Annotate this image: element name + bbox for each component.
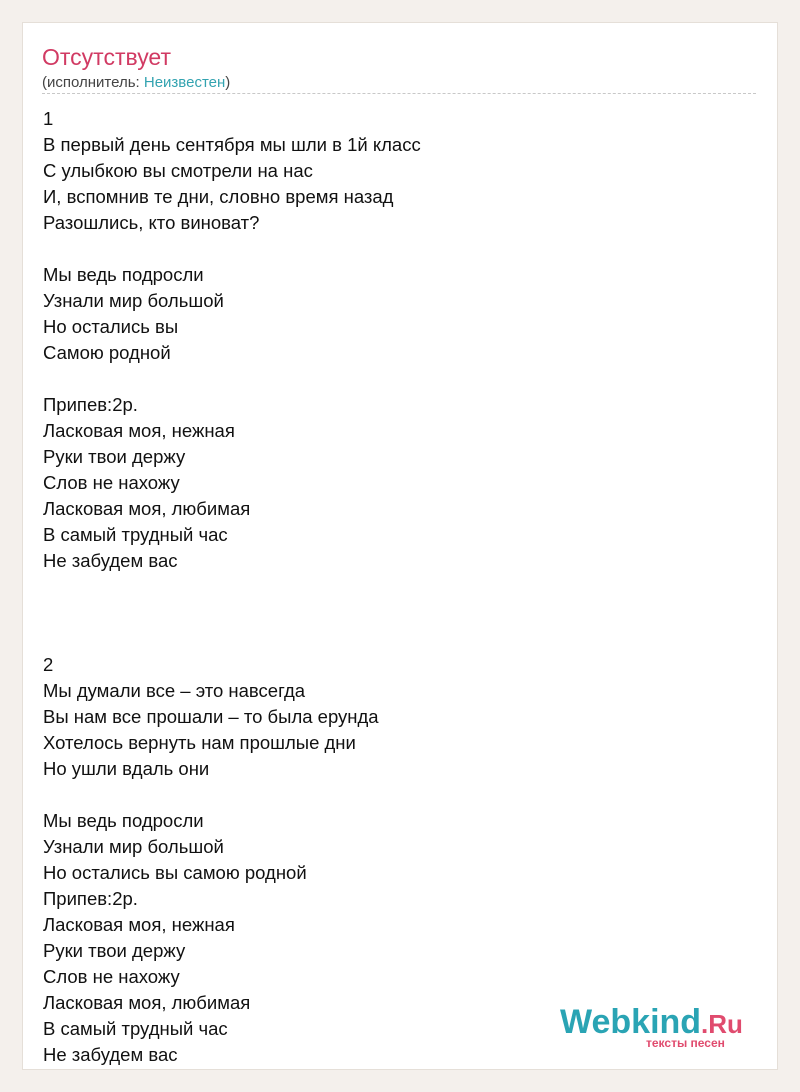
lyric-line [43,782,421,808]
lyric-line [43,366,421,392]
lyric-line: Ласковая моя, любимая [43,992,251,1013]
lyrics-text [43,106,421,1068]
lyric-line: Слов не нахожу [43,472,180,493]
lyric-line: В самый трудный час [43,524,228,545]
lyric-line: Но ушли вдаль они [43,758,210,779]
lyric-line: Припев:2р. [43,394,138,415]
performer-link[interactable]: Неизвестен [143,74,226,91]
lyric-line: В первый день сентября мы шли в 1й класс [43,134,421,155]
logo-name: Webkind [560,1003,702,1041]
webkind-logo[interactable] [560,1002,760,1052]
lyric-line: Не забудем вас [43,550,178,571]
lyrics-page [22,22,778,1070]
lyric-line: С улыбкою вы смотрели на нас [43,160,313,181]
lyric-line: Ласковая моя, нежная [43,420,235,441]
lyric-line: Руки твои держу [43,446,186,467]
lyric-line: Ласковая моя, нежная [43,914,235,935]
lyric-line [43,236,421,262]
lyric-line [43,574,421,600]
lyric-line: Но остались вы [43,316,179,337]
logo-tagline: тексты песен [646,1036,725,1050]
lyric-line: Но остались вы самою родной [43,862,307,883]
dashed-divider [42,93,756,94]
performer-suffix: ) [225,74,231,91]
lyric-line: Мы думали все – это навсегда [43,680,306,701]
lyric-line: Самою родной [43,342,171,363]
lyric-line: Мы ведь подросли [43,810,204,831]
lyric-line [43,600,421,626]
lyric-line: 2 [43,654,54,675]
lyric-line: Узнали мир большой [43,836,224,857]
lyric-line: Припев:2р. [43,888,138,909]
lyric-line: Слов не нахожу [43,966,180,987]
performer-prefix: (исполнитель: [42,74,144,91]
lyric-line: 1 [43,108,54,129]
lyric-line: Хотелось вернуть нам прошлые дни [43,732,356,753]
lyric-line: Разошлись, кто виноват? [43,212,260,233]
lyric-line [43,626,421,652]
lyric-line: Мы ведь подросли [43,264,204,285]
lyric-line: И, вспомнив те дни, словно время назад [43,186,394,207]
performer-line [42,73,230,93]
lyric-line: Узнали мир большой [43,290,224,311]
lyric-line: Руки твои держу [43,940,186,961]
logo-tld: .Ru [701,1009,743,1039]
lyric-line: Ласковая моя, любимая [43,498,251,519]
lyric-line: Вы нам все прошали – то была ерунда [43,706,379,727]
song-title: Отсутствует [42,44,171,70]
lyric-line: Не забудем вас [43,1044,178,1065]
lyric-line: В самый трудный час [43,1018,228,1039]
